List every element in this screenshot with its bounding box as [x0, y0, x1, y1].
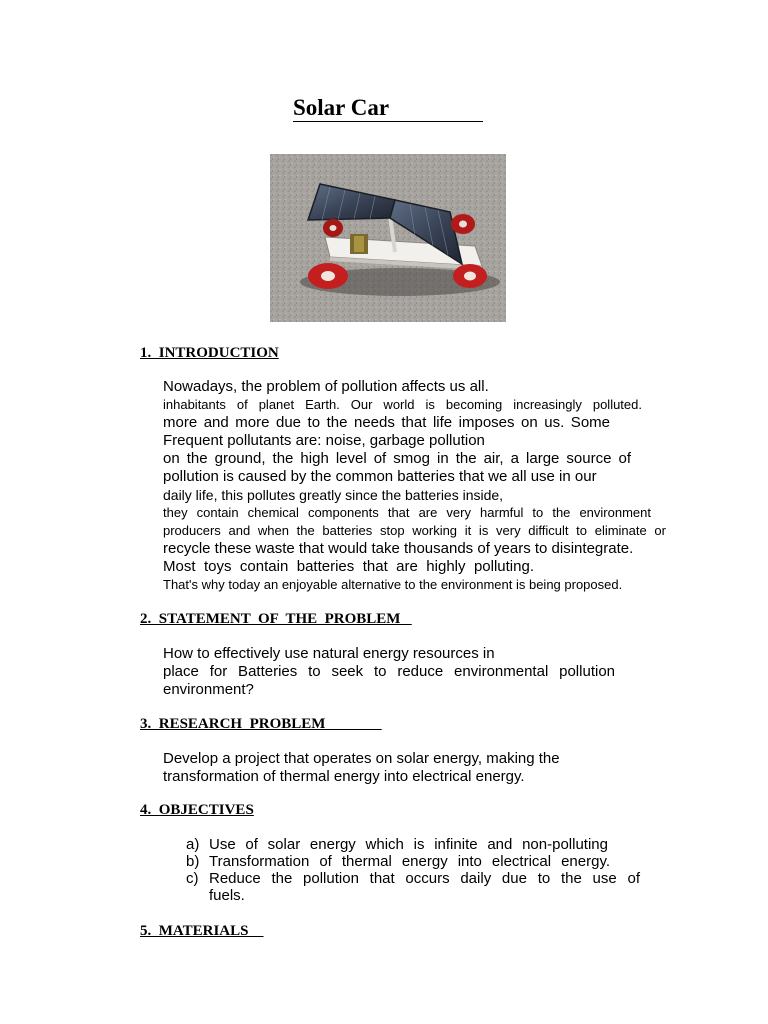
- list-item: [186, 853, 640, 870]
- list-item-text: Use of solar energy which is infinite and non-polluting: [209, 836, 608, 853]
- text-line: pollution is caused by the common batteries that we all use in our: [163, 468, 597, 485]
- section-heading-objectives: 4. OBJECTIVES: [140, 802, 254, 818]
- text-line: How to effectively use natural energy resources in: [163, 645, 495, 662]
- text-line: they contain chemical components that are very harmful to the environment: [163, 505, 651, 520]
- list-marker: c): [186, 870, 199, 887]
- text-line: producers and when the batteries stop working it is very difficult to eliminate or: [163, 523, 666, 538]
- list-marker: b): [186, 853, 200, 870]
- list-item-text: Transformation of thermal energy into electrical energy.: [209, 853, 610, 870]
- objectives-list: [186, 836, 640, 904]
- list-item-text: fuels.: [209, 887, 245, 904]
- text-line: daily life, this pollutes greatly since the batteries inside,: [163, 487, 504, 503]
- section-heading-introduction: 1. INTRODUCTION: [140, 345, 279, 361]
- list-item: [186, 870, 640, 904]
- text-line: environment?: [163, 681, 254, 698]
- section-heading-materials: [140, 922, 264, 940]
- research-paragraph: [163, 750, 666, 786]
- text-line: recycle these waste that would take thousands of years to disintegrate.: [163, 540, 634, 557]
- list-marker: a): [186, 836, 200, 853]
- text-line: place for Batteries to seek to reduce environmental pollution: [163, 663, 615, 680]
- heading-text: 5. MATERIALS: [140, 923, 249, 939]
- text-line: more and more due to the needs that life imposes on us. Some: [163, 414, 610, 431]
- list-item: [186, 836, 640, 853]
- section-heading-research-problem: [140, 715, 382, 733]
- solar-car-photo: [270, 154, 506, 322]
- statement-paragraph: [163, 645, 666, 699]
- heading-text: 2. STATEMENT OF THE PROBLEM: [140, 611, 401, 627]
- text-line: Develop a project that operates on solar energy, making the: [163, 750, 560, 767]
- list-item-text: Reduce the pollution that occurs daily due to the use of: [209, 870, 640, 887]
- document-title: Solar Car: [293, 94, 483, 122]
- text-line: Nowadays, the problem of pollution affects us all.: [163, 378, 489, 395]
- text-line: on the ground, the high level of smog in the air, a large source of: [163, 450, 631, 467]
- text-line: inhabitants of planet Earth. Our world is becoming increasingly polluted.: [163, 397, 642, 412]
- heading-text: 3. RESEARCH PROBLEM: [140, 716, 326, 732]
- section-heading-statement-of-the-problem: [140, 610, 412, 628]
- text-line: That's why today an enjoyable alternative to the environment is being proposed.: [163, 577, 623, 592]
- text-line: transformation of thermal energy into electrical energy.: [163, 768, 525, 785]
- text-line: Most toys contain batteries that are highly polluting.: [163, 558, 534, 575]
- introduction-paragraph: [163, 378, 666, 594]
- text-line: Frequent pollutants are: noise, garbage pollution: [163, 432, 485, 449]
